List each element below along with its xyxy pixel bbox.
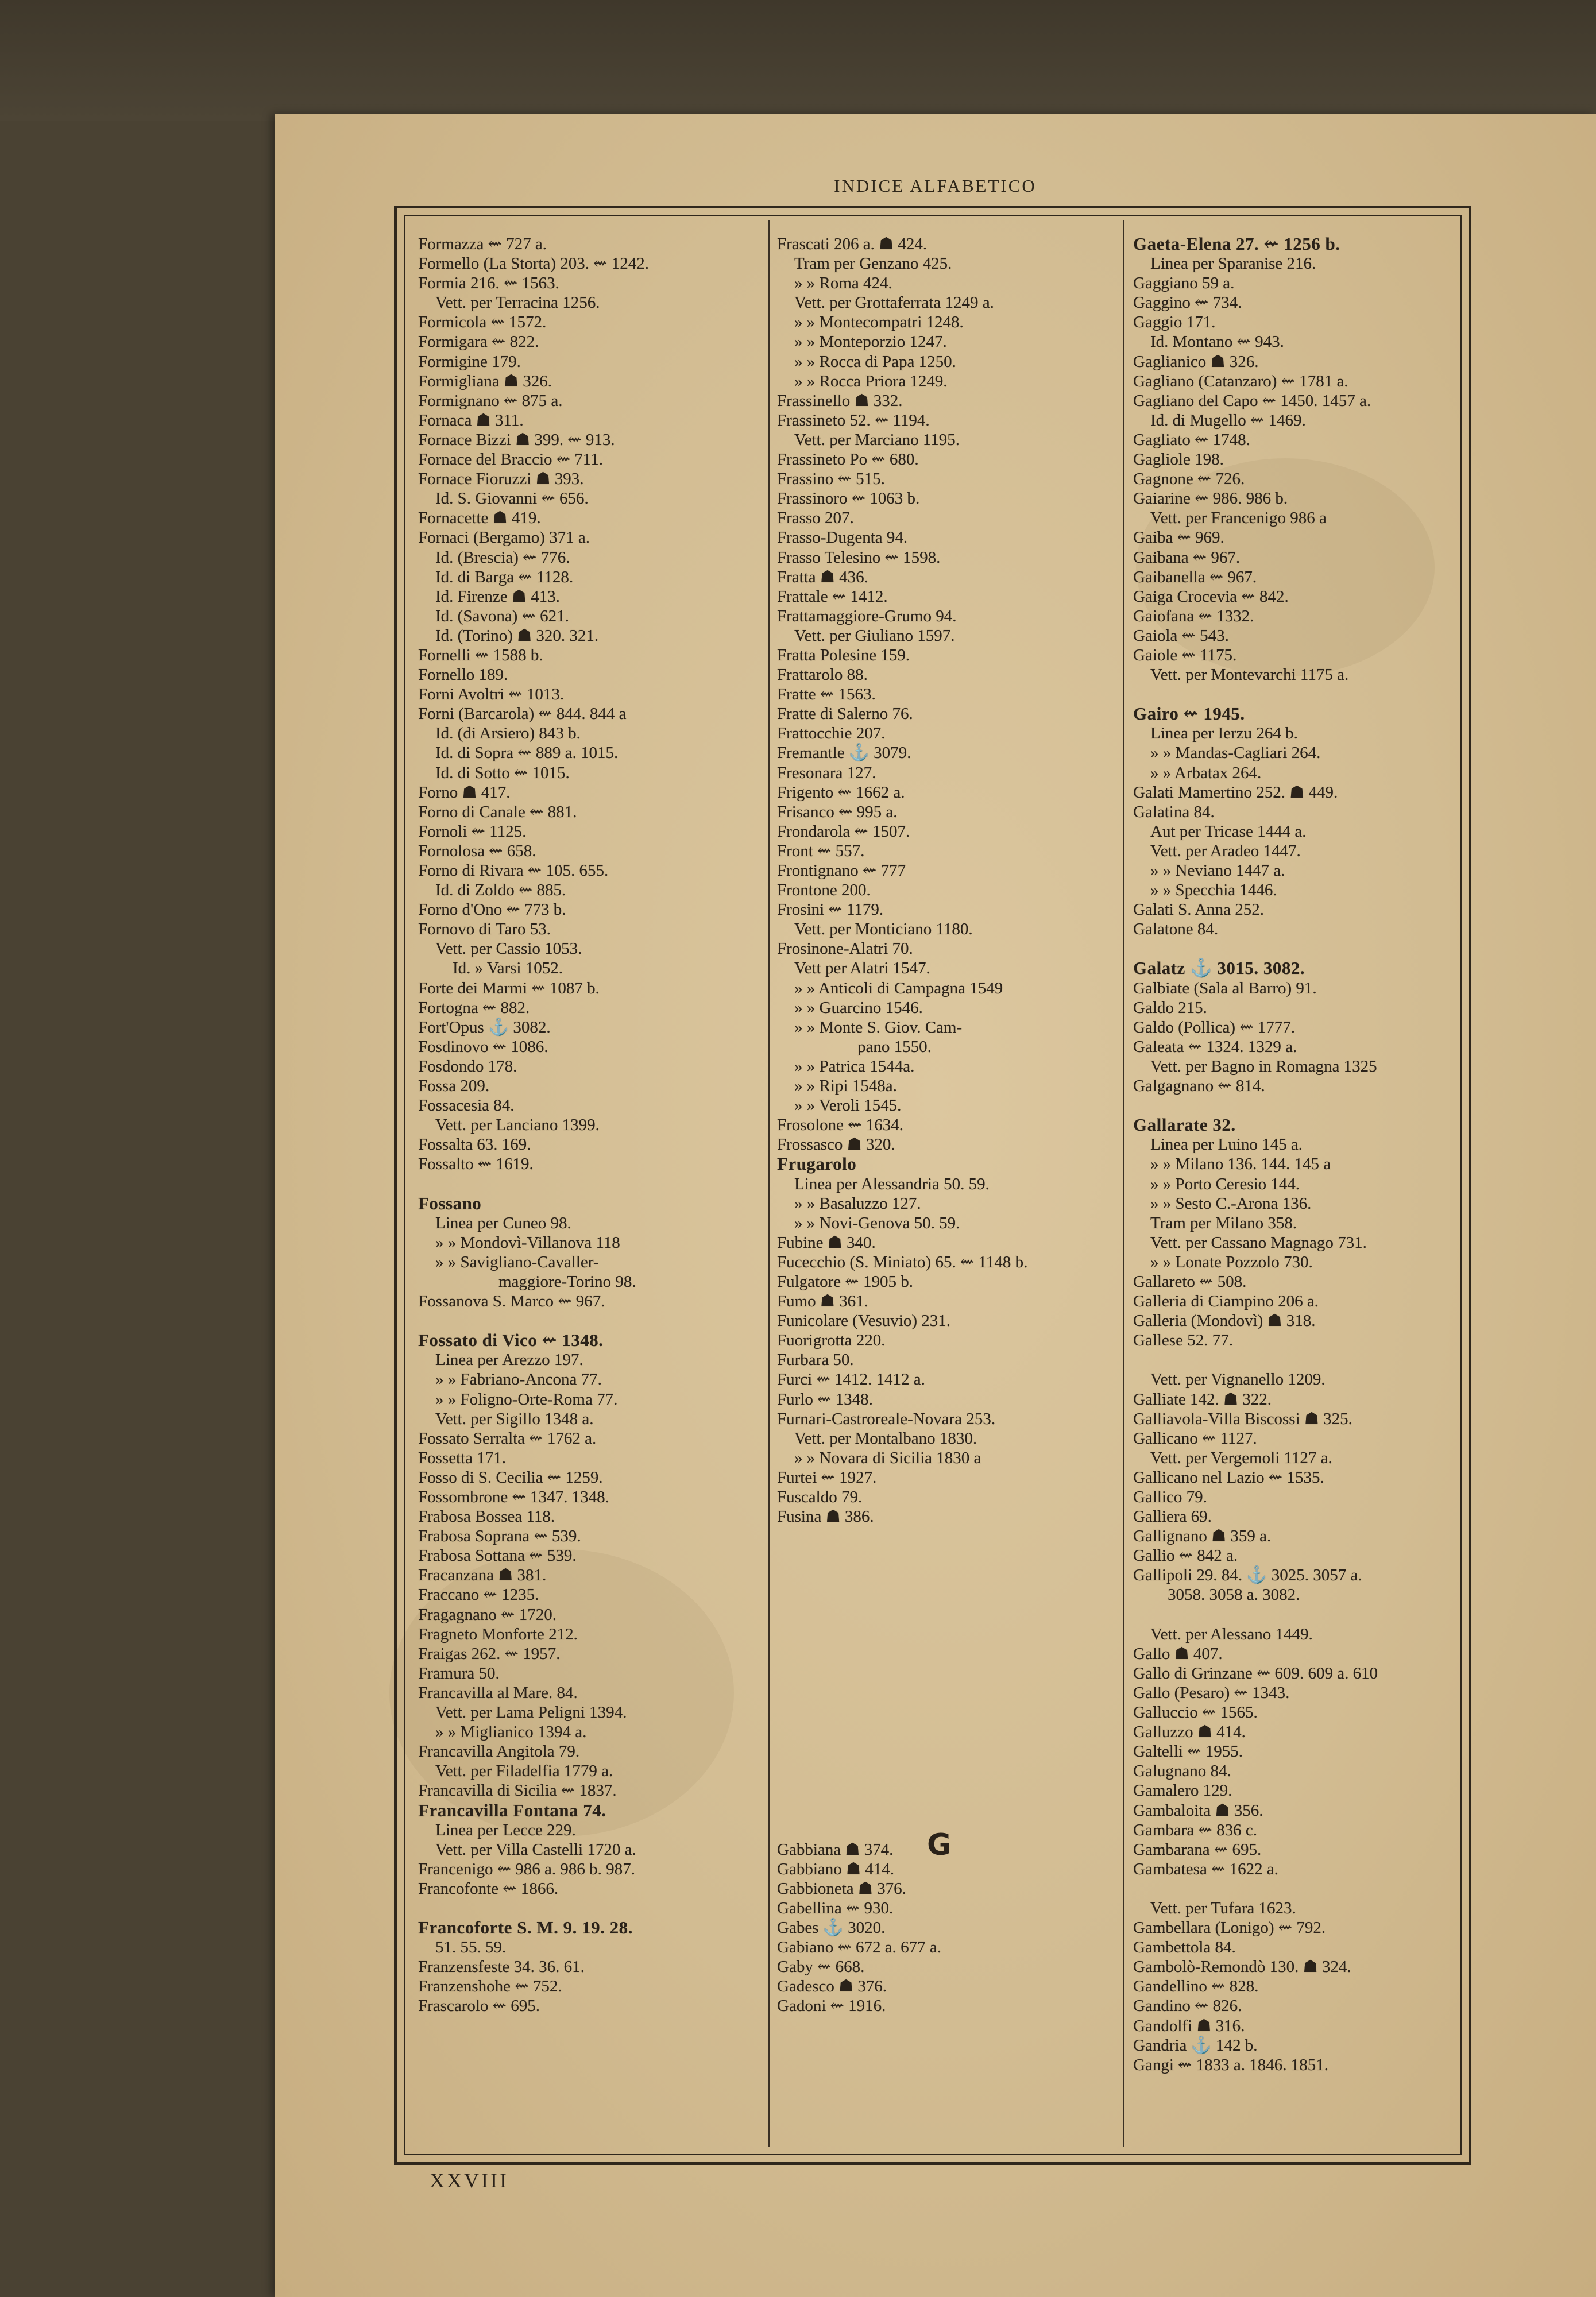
index-entry: Fubine ☗ 340.	[777, 1233, 876, 1252]
line-spacer	[1133, 1096, 1478, 1115]
index-entry: Fossa 209.	[418, 1077, 490, 1096]
index-entry: Francofonte ⇜ 1866.	[418, 1879, 559, 1898]
index-entry: » » Montecompatri 1248.	[794, 313, 964, 332]
line-spacer	[1133, 939, 1478, 958]
index-entry: Furnari-Castroreale-Novara 253.	[777, 1409, 996, 1428]
index-entry: Gandria ⚓ 142 b.	[1133, 2036, 1258, 2055]
index-entry: Vett. per Tufara 1623.	[1150, 1898, 1296, 1917]
index-entry: » » Basaluzzo 127.	[794, 1194, 921, 1213]
index-entry: pano 1550.	[857, 1037, 932, 1056]
index-entry: Vett. per Terracina 1256.	[435, 293, 600, 312]
index-entry: Formigara ⇜ 822.	[418, 332, 539, 351]
line-spacer	[777, 1761, 1122, 1781]
line-spacer	[777, 1664, 1122, 1683]
index-entry: Id. (Brescia) ⇜ 776.	[435, 548, 570, 567]
line-spacer	[418, 1898, 763, 1918]
index-entry: » » Novara di Sicilia 1830 a	[794, 1448, 981, 1467]
line-spacer	[777, 1585, 1122, 1604]
index-entry: Frosolone ⇜ 1634.	[777, 1116, 904, 1135]
index-entry: Fremantle ⚓ 3079.	[777, 744, 911, 763]
index-entry: Fosdinovo ⇜ 1086.	[418, 1037, 548, 1056]
index-entry: Galugnano 84.	[1133, 1762, 1231, 1781]
index-entry: Tram per Genzano 425.	[794, 254, 952, 273]
index-entry: Forni (Barcarola) ⇜ 844. 844 a	[418, 705, 627, 724]
index-entry: Galbiate (Sala al Barro) 91.	[1133, 979, 1317, 997]
index-entry: Fornace del Braccio ⇜ 711.	[418, 450, 603, 469]
index-entry: Frassino ⇜ 515.	[777, 470, 885, 489]
index-entry: Formicola ⇜ 1572.	[418, 313, 547, 332]
index-entry: Galleria di Ciampino 206 a.	[1133, 1292, 1319, 1311]
index-entry: » » Sesto C.-Arona 136.	[1150, 1194, 1312, 1213]
index-heading: Gairo ⇜ 1945.	[1133, 703, 1245, 724]
index-entry: Francavilla al Mare. 84.	[418, 1683, 578, 1702]
index-entry: Id. Montano ⇜ 943.	[1150, 332, 1284, 351]
index-entry: Formigliana ☗ 326.	[418, 372, 552, 390]
line-spacer	[418, 1311, 763, 1331]
index-entry: Fornaci (Bergamo) 371 a.	[418, 528, 590, 547]
index-entry: Gaglianico ☗ 326.	[1133, 352, 1259, 371]
index-entry: Gallicano nel Lazio ⇜ 1535.	[1133, 1468, 1324, 1487]
index-entry: Linea per Arezzo 197.	[435, 1351, 583, 1370]
line-spacer	[777, 1526, 1122, 1546]
index-entry: Galtelli ⇜ 1955.	[1133, 1742, 1243, 1761]
line-spacer	[777, 1781, 1122, 1800]
index-entry: Vett. per Villa Castelli 1720 a.	[435, 1840, 636, 1859]
index-entry: Fratte di Salerno 76.	[777, 705, 913, 724]
index-entry: Frascati 206 a. ☗ 424.	[777, 235, 928, 253]
index-entry: Linea per Ierzu 264 b.	[1150, 724, 1298, 743]
index-entry: Id. di Sopra ⇜ 889 a. 1015.	[435, 744, 619, 763]
index-entry: Formigine 179.	[418, 352, 521, 371]
index-entry: Gagnone ⇜ 726.	[1133, 470, 1245, 489]
index-entry: Gallareto ⇜ 508.	[1133, 1272, 1247, 1291]
index-entry: Fossacesia 84.	[418, 1096, 515, 1115]
index-entry: Fossanova S. Marco ⇜ 967.	[418, 1292, 605, 1311]
index-entry: Gallese 52. 77.	[1133, 1331, 1233, 1350]
index-entry: Gambarana ⇜ 695.	[1133, 1840, 1262, 1859]
index-entry: Fornolosa ⇜ 658.	[418, 841, 536, 860]
index-entry: Frasso 207.	[777, 509, 854, 528]
index-entry: Formazza ⇜ 727 a.	[418, 235, 547, 253]
index-entry: Galliera 69.	[1133, 1507, 1212, 1526]
index-entry: Forte dei Marmi ⇜ 1087 b.	[418, 979, 600, 997]
index-entry: Id. di Mugello ⇜ 1469.	[1150, 411, 1306, 430]
index-entry: Francavilla Angitola 79.	[418, 1742, 580, 1761]
index-entry: Frontignano ⇜ 777	[777, 861, 906, 880]
index-entry: » » Rocca di Papa 1250.	[794, 352, 956, 371]
index-heading: Frugarolo	[777, 1154, 857, 1174]
line-spacer	[1133, 1350, 1478, 1370]
index-entry: Vett. per Francenigo 986 a	[1150, 509, 1327, 528]
index-entry: » » Veroli 1545.	[794, 1096, 902, 1115]
section-letter: G	[927, 1828, 952, 1862]
line-spacer	[777, 1546, 1122, 1565]
index-entry: Fragneto Monforte 212.	[418, 1625, 578, 1644]
index-entry: Gandolfi ☗ 316.	[1133, 2016, 1245, 2035]
line-spacer	[1133, 685, 1478, 704]
index-entry: Linea per Lecce 229.	[435, 1820, 576, 1839]
index-entry: » » Monte S. Giov. Cam-	[794, 1018, 963, 1037]
index-entry: Frossasco ☗ 320.	[777, 1135, 895, 1154]
column-divider	[768, 220, 770, 2147]
index-entry: » » Patrica 1544a.	[794, 1057, 915, 1076]
index-entry: Gabellina ⇜ 930.	[777, 1898, 894, 1917]
index-heading: Fossano	[418, 1193, 482, 1213]
index-entry: Gagliole 198.	[1133, 450, 1224, 469]
index-entry: Forno d'Ono ⇜ 773 b.	[418, 900, 566, 919]
index-entry: » » Ripi 1548a.	[794, 1077, 897, 1096]
index-entry: Gallo (Pesaro) ⇜ 1343.	[1133, 1683, 1290, 1702]
index-entry: Vett. per Grottaferrata 1249 a.	[794, 293, 994, 312]
index-entry: » » Rocca Priora 1249.	[794, 372, 948, 390]
index-entry: Frasso-Dugenta 94.	[777, 528, 908, 547]
index-entry: Vett. per Sigillo 1348 a.	[435, 1409, 594, 1428]
index-entry: Forno di Canale ⇜ 881.	[418, 802, 577, 821]
index-entry: » » Savigliano-Cavaller-	[435, 1252, 599, 1271]
index-entry: Galdo 215.	[1133, 998, 1207, 1017]
index-entry: Vett. per Montalbano 1830.	[794, 1429, 977, 1448]
index-entry: » » Miglianico 1394 a.	[435, 1723, 587, 1742]
index-heading: Gaeta-Elena 27. ⇜ 1256 b.	[1133, 234, 1340, 254]
index-entry: Fornaca ☗ 311.	[418, 411, 524, 430]
index-entry: Forni Avoltri ⇜ 1013.	[418, 685, 565, 704]
index-entry: Fornacette ☗ 419.	[418, 509, 541, 528]
index-entry: Galleria (Mondovì) ☗ 318.	[1133, 1312, 1316, 1331]
index-entry: Framura 50.	[418, 1664, 500, 1683]
index-entry: Gaiofana ⇜ 1332.	[1133, 606, 1254, 625]
index-entry: Fulgatore ⇜ 1905 b.	[777, 1272, 913, 1291]
index-entry: Vett. per Filadelfia 1779 a.	[435, 1762, 613, 1781]
index-entry: Vett. per Cassio 1053.	[435, 939, 582, 958]
index-entry: Gaiarine ⇜ 986. 986 b.	[1133, 489, 1288, 508]
index-entry: » » Roma 424.	[794, 274, 892, 293]
index-entry: Vett. per Bagno in Romagna 1325	[1150, 1057, 1377, 1076]
index-entry: Gaggiano 59 a.	[1133, 274, 1235, 293]
index-entry: Gallicano ⇜ 1127.	[1133, 1429, 1257, 1448]
index-entry: » » Lonate Pozzolo 730.	[1150, 1252, 1313, 1271]
background-surface	[0, 0, 1596, 121]
index-entry: Vett. per Giuliano 1597.	[794, 626, 955, 645]
line-spacer	[777, 1644, 1122, 1664]
index-entry: Formia 216. ⇜ 1563.	[418, 274, 559, 293]
index-entry: Vett. per Cassano Magnago 731.	[1150, 1233, 1367, 1252]
index-entry: Vett. per Lama Peligni 1394.	[435, 1703, 627, 1722]
index-entry: Frassineto 52. ⇜ 1194.	[777, 411, 930, 430]
index-entry: Aut per Tricase 1444 a.	[1150, 822, 1307, 841]
index-entry: 51. 55. 59.	[435, 1938, 507, 1957]
index-entry: » » Mondovì-Villanova 118	[435, 1233, 620, 1252]
index-entry: Vett. per Monticiano 1180.	[794, 920, 973, 939]
index-entry: Id. di Zoldo ⇜ 885.	[435, 881, 566, 900]
index-entry: Fusina ☗ 386.	[777, 1507, 874, 1526]
index-entry: Fraccano ⇜ 1235.	[418, 1586, 539, 1604]
page-header: INDICE ALFABETICO	[834, 176, 1037, 196]
index-entry: Gaby ⇜ 668.	[777, 1958, 865, 1977]
index-entry: Vett. per Montevarchi 1175 a.	[1150, 666, 1349, 685]
index-entry: Gallo di Grinzane ⇜ 609. 609 a. 610	[1133, 1664, 1378, 1683]
index-entry: Fresonara 127.	[777, 763, 876, 782]
index-column-3	[1133, 234, 1478, 2075]
index-entry: Id. di Barga ⇜ 1128.	[435, 567, 574, 586]
index-entry: Gaiba ⇜ 969.	[1133, 528, 1224, 547]
index-entry: » » Specchia 1446.	[1150, 881, 1277, 900]
line-spacer	[777, 1722, 1122, 1742]
index-entry: Fratta Polesine 159.	[777, 645, 910, 664]
index-entry: Francavilla di Sicilia ⇜ 1837.	[418, 1781, 617, 1800]
index-heading: Gallarate 32.	[1133, 1115, 1236, 1135]
index-entry: Gadesco ☗ 376.	[777, 1977, 887, 1996]
index-heading: Fossato di Vico ⇜ 1348.	[418, 1330, 604, 1351]
index-entry: » » Foligno-Orte-Roma 77.	[435, 1390, 618, 1409]
index-entry: Linea per Cuneo 98.	[435, 1213, 571, 1232]
index-entry: Frattarolo 88.	[777, 666, 868, 685]
index-entry: » » Novi-Genova 50. 59.	[794, 1213, 960, 1232]
index-entry: Fraigas 262. ⇜ 1957.	[418, 1644, 561, 1663]
line-spacer	[418, 1174, 763, 1194]
index-entry: Frontone 200.	[777, 881, 871, 900]
index-entry: Frascarolo ⇜ 695.	[418, 1997, 540, 2016]
index-entry: Vett. per Marciano 1195.	[794, 430, 960, 449]
index-entry: » » Fabriano-Ancona 77.	[435, 1370, 602, 1389]
index-entry: Funicolare (Vesuvio) 231.	[777, 1312, 951, 1331]
index-entry: Gaibana ⇜ 967.	[1133, 548, 1241, 567]
index-entry: Frondarola ⇜ 1507.	[777, 822, 910, 841]
index-entry: » » Porto Ceresio 144.	[1150, 1174, 1300, 1193]
index-entry: Galgagnano ⇜ 814.	[1133, 1077, 1265, 1096]
index-entry: Frigento ⇜ 1662 a.	[777, 783, 905, 802]
index-entry: » » Guarcino 1546.	[794, 998, 923, 1017]
line-spacer	[1133, 1605, 1478, 1625]
index-entry: Gagliano del Capo ⇜ 1450. 1457 a.	[1133, 391, 1371, 410]
line-spacer	[777, 1565, 1122, 1585]
index-entry: Gamalero 129.	[1133, 1781, 1232, 1800]
index-entry: Gabbiana ☗ 374.	[777, 1840, 894, 1859]
index-entry: Galati Mamertino 252. ☗ 449.	[1133, 783, 1338, 802]
index-heading: Francoforte S. M. 9. 19. 28.	[418, 1917, 633, 1938]
index-entry: Id. (di Arsiero) 843 b.	[435, 724, 581, 743]
index-entry: Frosini ⇜ 1179.	[777, 900, 884, 919]
index-entry: Fratte ⇜ 1563.	[777, 685, 876, 704]
index-entry: Formello (La Storta) 203. ⇜ 1242.	[418, 254, 650, 273]
index-entry: Fornace Bizzi ☗ 399. ⇜ 913.	[418, 430, 615, 449]
index-entry: Gabbiano ☗ 414.	[777, 1859, 894, 1878]
index-entry: Frattale ⇜ 1412.	[777, 587, 888, 606]
index-entry: maggiore-Torino 98.	[498, 1272, 636, 1291]
index-entry: Front ⇜ 557.	[777, 841, 865, 860]
index-entry: Fossalta 63. 169.	[418, 1135, 531, 1154]
index-entry: Franzensfeste 34. 36. 61.	[418, 1958, 585, 1977]
index-entry: Gallo ☗ 407.	[1133, 1644, 1223, 1663]
index-entry: Gagliano (Catanzaro) ⇜ 1781 a.	[1133, 372, 1348, 390]
index-entry: Frabosa Soprana ⇜ 539.	[418, 1527, 581, 1546]
index-entry: Frassinoro ⇜ 1063 b.	[777, 489, 920, 508]
index-entry: Galluzzo ☗ 414.	[1133, 1723, 1246, 1742]
index-entry: Frattamaggiore-Grumo 94.	[777, 606, 957, 625]
index-entry: Gambettola 84.	[1133, 1938, 1236, 1957]
index-entry: » » Monteporzio 1247.	[794, 332, 947, 351]
index-entry: Frisanco ⇜ 995 a.	[777, 802, 898, 821]
index-entry: 3058. 3058 a. 3082.	[1168, 1586, 1300, 1604]
index-entry: Vett. per Aradeo 1447.	[1150, 841, 1301, 860]
index-entry: Gambara ⇜ 836 c.	[1133, 1820, 1257, 1839]
index-entry: » » Arbatax 264.	[1150, 763, 1262, 782]
index-entry: Formignano ⇜ 875 a.	[418, 391, 563, 410]
column-divider	[1123, 220, 1124, 2147]
index-entry: Gandino ⇜ 826.	[1133, 1997, 1242, 2016]
document-page	[275, 114, 1596, 2297]
index-entry: Forno ☗ 417.	[418, 783, 511, 802]
index-entry: Gallignano ☗ 359 a.	[1133, 1527, 1272, 1546]
index-entry: Fossato Serralta ⇜ 1762 a.	[418, 1429, 597, 1448]
line-spacer	[777, 1703, 1122, 1722]
line-spacer	[777, 1742, 1122, 1761]
index-entry: Fortogna ⇜ 882.	[418, 998, 530, 1017]
index-entry: Galeata ⇜ 1324. 1329 a.	[1133, 1037, 1297, 1056]
index-entry: Frassinello ☗ 332.	[777, 391, 903, 410]
index-entry: Vett per Alatri 1547.	[794, 959, 930, 978]
index-entry: Frasso Telesino ⇜ 1598.	[777, 548, 941, 567]
index-entry: Vett. per Vignanello 1209.	[1150, 1370, 1326, 1389]
index-entry: » » Mandas-Cagliari 264.	[1150, 744, 1321, 763]
index-entry: Fosdondo 178.	[418, 1057, 517, 1076]
index-entry: Gabbioneta ☗ 376.	[777, 1879, 906, 1898]
index-heading: Galatz ⚓ 3015. 3082.	[1133, 958, 1305, 979]
index-entry: Gadoni ⇜ 1916.	[777, 1997, 886, 2016]
index-entry: Franzenshohe ⇜ 752.	[418, 1977, 562, 1996]
index-entry: Gabiano ⇜ 672 a. 677 a.	[777, 1938, 942, 1957]
index-entry: Fossalto ⇜ 1619.	[418, 1155, 534, 1174]
index-entry: Fort'Opus ⚓ 3082.	[418, 1018, 551, 1037]
index-entry: Linea per Luino 145 a.	[1150, 1135, 1303, 1154]
index-entry: » » Milano 136. 144. 145 a	[1150, 1155, 1331, 1174]
index-entry: Linea per Alessandria 50. 59.	[794, 1174, 990, 1193]
index-entry: Gandellino ⇜ 828.	[1133, 1977, 1259, 1996]
index-entry: Id. di Sotto ⇜ 1015.	[435, 763, 570, 782]
index-entry: Gallio ⇜ 842 a.	[1133, 1546, 1238, 1565]
index-entry: Id. (Torino) ☗ 320. 321.	[435, 626, 599, 645]
index-entry: Gaggino ⇜ 734.	[1133, 293, 1242, 312]
index-entry: Gagliato ⇜ 1748.	[1133, 430, 1250, 449]
index-entry: Gaibanella ⇜ 967.	[1133, 567, 1257, 586]
index-entry: Francenigo ⇜ 986 a. 986 b. 987.	[418, 1859, 635, 1878]
index-entry: Gambolò-Remondò 130. ☗ 324.	[1133, 1958, 1351, 1977]
line-spacer	[777, 1801, 1122, 1820]
index-column-2	[777, 234, 1122, 2016]
index-entry: Galatina 84.	[1133, 802, 1215, 821]
index-entry: Tram per Milano 358.	[1150, 1213, 1297, 1232]
line-spacer	[1133, 1879, 1478, 1898]
index-entry: Gaggio 171.	[1133, 313, 1216, 332]
index-entry: Furtei ⇜ 1927.	[777, 1468, 877, 1487]
index-entry: Fuorigrotta 220.	[777, 1331, 886, 1350]
index-entry: Galluccio ⇜ 1565.	[1133, 1703, 1258, 1722]
index-entry: Gaiga Crocevia ⇜ 842.	[1133, 587, 1289, 606]
index-heading: Francavilla Fontana 74.	[418, 1800, 606, 1820]
index-entry: Id. S. Giovanni ⇜ 656.	[435, 489, 589, 508]
index-entry: Gabes ⚓ 3020.	[777, 1919, 886, 1938]
index-entry: Fosso di S. Cecilia ⇜ 1259.	[418, 1468, 603, 1487]
index-entry: Fratta ☗ 436.	[777, 567, 868, 586]
index-entry: Gangi ⇜ 1833 a. 1846. 1851.	[1133, 2055, 1329, 2074]
index-entry: Fuscaldo 79.	[777, 1488, 863, 1506]
line-spacer	[777, 1605, 1122, 1625]
index-entry: Frabosa Bossea 118.	[418, 1507, 555, 1526]
index-entry: Gambatesa ⇜ 1622 a.	[1133, 1859, 1278, 1878]
index-entry: Fornoli ⇜ 1125.	[418, 822, 527, 841]
line-spacer	[777, 1683, 1122, 1703]
page-number: XXVIII	[430, 2169, 509, 2192]
index-entry: Fracanzana ☗ 381.	[418, 1566, 547, 1585]
index-entry: Vett. per Alessano 1449.	[1150, 1625, 1313, 1644]
index-entry: Galdo (Pollica) ⇜ 1777.	[1133, 1018, 1296, 1037]
index-entry: Gaiola ⇜ 543.	[1133, 626, 1229, 645]
index-entry: Fragagnano ⇜ 1720.	[418, 1605, 557, 1624]
index-entry: Frassineto Po ⇜ 680.	[777, 450, 919, 469]
index-entry: Fumo ☗ 361.	[777, 1292, 868, 1311]
index-entry: Galati S. Anna 252.	[1133, 900, 1264, 919]
index-entry: Forno di Rivara ⇜ 105. 655.	[418, 861, 609, 880]
index-entry: Gallipoli 29. 84. ⚓ 3025. 3057 a.	[1133, 1566, 1362, 1585]
index-entry: Fucecchio (S. Miniato) 65. ⇜ 1148 b.	[777, 1252, 1028, 1271]
index-entry: Id. (Savona) ⇜ 621.	[435, 606, 569, 625]
index-entry: Fornello 189.	[418, 666, 508, 685]
index-entry: Gambaloita ☗ 356.	[1133, 1801, 1263, 1820]
index-entry: Galliate 142. ☗ 322.	[1133, 1390, 1272, 1409]
index-entry: Furci ⇜ 1412. 1412 a.	[777, 1370, 925, 1389]
index-entry: Galatone 84.	[1133, 920, 1219, 939]
index-column-1	[418, 234, 763, 2016]
index-entry: Vett. per Lanciano 1399.	[435, 1116, 600, 1135]
index-entry: Furlo ⇜ 1348.	[777, 1390, 873, 1409]
index-entry: Fornovo di Taro 53.	[418, 920, 551, 939]
line-spacer	[777, 1625, 1122, 1644]
index-entry: Fossetta 171.	[418, 1448, 507, 1467]
index-entry: » » Neviano 1447 a.	[1150, 861, 1285, 880]
index-entry: Id. » Varsi 1052.	[453, 959, 563, 978]
index-entry: Gallico 79.	[1133, 1488, 1207, 1506]
index-entry: Furbara 50.	[777, 1351, 854, 1370]
index-entry: Fossombrone ⇜ 1347. 1348.	[418, 1488, 609, 1506]
index-entry: Linea per Sparanise 216.	[1150, 254, 1316, 273]
index-entry: Fornace Fioruzzi ☗ 393.	[418, 470, 584, 489]
index-entry: Gaiole ⇜ 1175.	[1133, 645, 1237, 664]
index-entry: Vett. per Vergemoli 1127 a.	[1150, 1448, 1332, 1467]
index-entry: Frabosa Sottana ⇜ 539.	[418, 1546, 577, 1565]
index-entry: Frosinone-Alatri 70.	[777, 939, 913, 958]
index-entry: Frattocchie 207.	[777, 724, 886, 743]
index-entry: Gambellara (Lonigo) ⇜ 792.	[1133, 1919, 1326, 1938]
index-entry: Fornelli ⇜ 1588 b.	[418, 645, 543, 664]
index-entry: » » Anticoli di Campagna 1549	[794, 979, 1003, 997]
index-entry: Galliavola-Villa Biscossi ☗ 325.	[1133, 1409, 1352, 1428]
index-entry: Id. Firenze ☗ 413.	[435, 587, 560, 606]
